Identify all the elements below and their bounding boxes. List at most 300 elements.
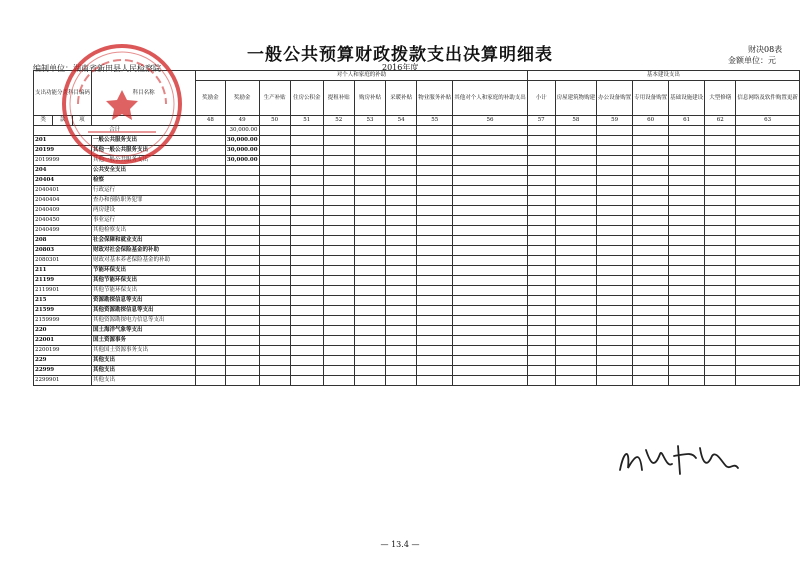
row-value (736, 336, 800, 346)
row-value (417, 146, 453, 156)
total-value (386, 126, 417, 136)
row-value (290, 196, 323, 206)
row-value (597, 306, 633, 316)
row-value (417, 316, 453, 326)
row-value (527, 296, 555, 306)
row-value (323, 176, 354, 186)
row-value (417, 296, 453, 306)
line-number: 48 (196, 116, 226, 126)
column-header: 物业服务补贴 (417, 81, 453, 116)
row-value (736, 216, 800, 226)
table-row (34, 206, 800, 216)
row-value (196, 166, 226, 176)
row-value (290, 376, 323, 386)
row-value (597, 336, 633, 346)
row-value (323, 296, 354, 306)
row-value (417, 326, 453, 336)
row-value (597, 296, 633, 306)
row-code: 22001 (34, 336, 92, 346)
row-value (386, 256, 417, 266)
line-number: 58 (555, 116, 597, 126)
table-row (34, 326, 800, 336)
row-value (453, 166, 528, 176)
row-value (386, 326, 417, 336)
table-row (34, 246, 800, 256)
row-value (633, 196, 669, 206)
row-value (386, 266, 417, 276)
row-value (290, 156, 323, 166)
column-header: 购房补贴 (354, 81, 385, 116)
row-value (259, 246, 290, 256)
row-value (196, 336, 226, 346)
row-value (597, 156, 633, 166)
row-value (597, 316, 633, 326)
row-value (669, 326, 705, 336)
row-value (323, 366, 354, 376)
row-value (196, 256, 226, 266)
row-value (453, 266, 528, 276)
row-value (259, 336, 290, 346)
row-value (323, 316, 354, 326)
row-value (196, 146, 226, 156)
row-value (705, 286, 736, 296)
row-value (196, 326, 226, 336)
row-value (669, 376, 705, 386)
row-value (386, 376, 417, 386)
row-value (736, 306, 800, 316)
row-code: 2159999 (34, 316, 92, 326)
line-number: 60 (633, 116, 669, 126)
row-value (323, 326, 354, 336)
total-value (705, 126, 736, 136)
row-value (196, 176, 226, 186)
row-value (597, 326, 633, 336)
row-value (354, 376, 385, 386)
row-value (527, 196, 555, 206)
row-value (705, 266, 736, 276)
row-value (453, 246, 528, 256)
row-value (669, 306, 705, 316)
row-value (453, 206, 528, 216)
row-value (225, 326, 259, 336)
page-number: — 13.4 — (380, 540, 420, 549)
table-row (34, 176, 800, 186)
table-row (34, 296, 800, 306)
row-value (527, 226, 555, 236)
row-value (386, 276, 417, 286)
row-value (196, 356, 226, 366)
table-row (34, 256, 800, 266)
total-value (633, 126, 669, 136)
total-value (669, 126, 705, 136)
line-number: 50 (259, 116, 290, 126)
row-value (225, 266, 259, 276)
row-value (705, 316, 736, 326)
row-value (633, 316, 669, 326)
row-value (555, 286, 597, 296)
total-value (196, 126, 226, 136)
row-value (736, 256, 800, 266)
row-value (736, 276, 800, 286)
row-name: 财政对基本养老保险基金的补助 (92, 256, 196, 266)
row-value (669, 316, 705, 326)
row-code: 20404 (34, 176, 92, 186)
row-value (669, 256, 705, 266)
row-value (527, 236, 555, 246)
row-value (323, 146, 354, 156)
row-value (196, 236, 226, 246)
row-value (527, 216, 555, 226)
row-value (196, 246, 226, 256)
row-value (453, 146, 528, 156)
row-value (453, 216, 528, 226)
code-sub-header: 类 (34, 116, 53, 126)
row-value (386, 216, 417, 226)
row-value (705, 206, 736, 216)
row-value (555, 326, 597, 336)
row-code: 2080301 (34, 256, 92, 266)
row-value (736, 296, 800, 306)
row-code: 204 (34, 166, 92, 176)
row-value (290, 336, 323, 346)
row-value (705, 336, 736, 346)
total-value: 30,000.00 (225, 126, 259, 136)
row-value (527, 166, 555, 176)
row-value (290, 346, 323, 356)
row-value (705, 226, 736, 236)
row-code: 2040499 (34, 226, 92, 236)
row-value (633, 156, 669, 166)
row-value (633, 336, 669, 346)
row-value (597, 176, 633, 186)
row-value (323, 216, 354, 226)
row-value (633, 346, 669, 356)
total-value (555, 126, 597, 136)
row-value (225, 226, 259, 236)
row-value (633, 226, 669, 236)
row-value (527, 266, 555, 276)
row-value (290, 316, 323, 326)
row-value (597, 216, 633, 226)
row-value (705, 376, 736, 386)
report-title: 一般公共预算财政拨款支出决算明细表 (247, 45, 553, 65)
row-value (323, 256, 354, 266)
column-header: 住房公积金 (290, 81, 323, 116)
row-value (225, 206, 259, 216)
row-name: 其他国土资源事务支出 (92, 346, 196, 356)
row-code: 2040401 (34, 186, 92, 196)
row-value (453, 156, 528, 166)
row-value (290, 136, 323, 146)
row-value (259, 276, 290, 286)
line-number: 53 (354, 116, 385, 126)
row-code: 201 (34, 136, 92, 146)
row-code: 229 (34, 356, 92, 366)
row-value (633, 376, 669, 386)
row-value (633, 216, 669, 226)
row-value (225, 276, 259, 286)
row-value (597, 226, 633, 236)
row-value (225, 196, 259, 206)
line-number: 63 (736, 116, 800, 126)
row-value (323, 226, 354, 236)
row-value (633, 326, 669, 336)
row-value (453, 336, 528, 346)
total-value (597, 126, 633, 136)
row-value (669, 176, 705, 186)
table-row (34, 366, 800, 376)
name-header: 科目名称 (92, 71, 196, 116)
row-value (705, 256, 736, 266)
row-value (323, 206, 354, 216)
row-value (259, 356, 290, 366)
row-value (736, 226, 800, 236)
column-header: 奖励金 (196, 81, 226, 116)
row-value (555, 236, 597, 246)
row-value (225, 236, 259, 246)
row-value (555, 306, 597, 316)
row-value (669, 286, 705, 296)
row-value (196, 136, 226, 146)
row-value (290, 356, 323, 366)
row-value (323, 306, 354, 316)
row-value (417, 336, 453, 346)
row-value (290, 206, 323, 216)
row-value (555, 246, 597, 256)
row-value (527, 346, 555, 356)
row-code: 2040404 (34, 196, 92, 206)
group-capital-header: 基本建设支出 (527, 71, 799, 81)
row-value (527, 366, 555, 376)
row-name: 公共安全支出 (92, 166, 196, 176)
row-value (736, 236, 800, 246)
row-value (417, 176, 453, 186)
row-value (259, 376, 290, 386)
row-value (705, 276, 736, 286)
form-number: 财决08表 (748, 45, 783, 54)
row-value: 30,000.00 (225, 146, 259, 156)
row-value (386, 226, 417, 236)
row-value (290, 326, 323, 336)
row-value (259, 296, 290, 306)
row-value (354, 306, 385, 316)
row-value (354, 176, 385, 186)
row-value (736, 316, 800, 326)
row-value (453, 276, 528, 286)
row-value (386, 366, 417, 376)
row-code: 21599 (34, 306, 92, 316)
row-value (196, 376, 226, 386)
group-personal-header: 对个人和家庭的补助 (196, 71, 528, 81)
row-value (736, 246, 800, 256)
row-value (417, 286, 453, 296)
row-value (669, 216, 705, 226)
row-value (386, 146, 417, 156)
column-header: 提租补贴 (323, 81, 354, 116)
row-value (736, 286, 800, 296)
row-value (453, 296, 528, 306)
row-value (290, 366, 323, 376)
row-value (417, 156, 453, 166)
total-value (354, 126, 385, 136)
row-value (386, 336, 417, 346)
row-value (354, 246, 385, 256)
row-value (736, 196, 800, 206)
line-number: 62 (705, 116, 736, 126)
row-value (555, 176, 597, 186)
row-value (417, 256, 453, 266)
row-value (225, 166, 259, 176)
row-value (736, 186, 800, 196)
row-code: 2200199 (34, 346, 92, 356)
row-value (633, 176, 669, 186)
row-value (323, 136, 354, 146)
row-value (290, 306, 323, 316)
row-value (196, 366, 226, 376)
row-value (597, 276, 633, 286)
row-value (354, 146, 385, 156)
row-value (259, 146, 290, 156)
row-value (290, 146, 323, 156)
row-value (323, 156, 354, 166)
row-value (290, 176, 323, 186)
row-value (323, 246, 354, 256)
row-value (386, 346, 417, 356)
row-value (225, 356, 259, 366)
row-value (555, 276, 597, 286)
row-value (386, 136, 417, 146)
row-value (633, 166, 669, 176)
row-value (555, 266, 597, 276)
row-value (386, 246, 417, 256)
row-value (259, 206, 290, 216)
row-value (453, 316, 528, 326)
row-value (259, 346, 290, 356)
row-value: 30,000.00 (225, 136, 259, 146)
row-value (354, 266, 385, 276)
row-value (453, 346, 528, 356)
row-value (290, 296, 323, 306)
row-value (736, 136, 800, 146)
row-value (705, 236, 736, 246)
row-value (323, 336, 354, 346)
row-value (736, 176, 800, 186)
row-value (705, 196, 736, 206)
row-value (290, 266, 323, 276)
row-value (705, 166, 736, 176)
table-row (34, 376, 800, 386)
row-code: 220 (34, 326, 92, 336)
row-value (555, 336, 597, 346)
row-name: 社会保障和就业支出 (92, 236, 196, 246)
row-name: 节能环保支出 (92, 266, 196, 276)
row-value (597, 146, 633, 156)
row-value (354, 186, 385, 196)
line-number: 59 (597, 116, 633, 126)
row-code: 2040409 (34, 206, 92, 216)
row-value (417, 196, 453, 206)
row-value (225, 306, 259, 316)
row-value (417, 166, 453, 176)
row-value (669, 276, 705, 286)
table-row (34, 266, 800, 276)
row-value (527, 146, 555, 156)
row-value (259, 176, 290, 186)
row-value (354, 316, 385, 326)
row-value (386, 206, 417, 216)
row-name: 其他一般公共服务支出 (92, 146, 196, 156)
code-sub-header: 款 (53, 116, 72, 126)
row-value (527, 286, 555, 296)
row-value (259, 366, 290, 376)
row-value (453, 256, 528, 266)
row-value (354, 196, 385, 206)
signature-icon (616, 440, 746, 480)
row-value (633, 246, 669, 256)
code-header: 支出功能分类科目编码 (34, 71, 92, 116)
row-value (555, 186, 597, 196)
row-value (453, 326, 528, 336)
line-number: 49 (225, 116, 259, 126)
table-row (34, 286, 800, 296)
row-value (736, 366, 800, 376)
total-value (453, 126, 528, 136)
row-value (259, 286, 290, 296)
row-value (225, 216, 259, 226)
row-value (453, 306, 528, 316)
code-sub-header: 项 (72, 116, 91, 126)
row-value (323, 186, 354, 196)
row-value (669, 226, 705, 236)
row-value (597, 236, 633, 246)
row-value (527, 136, 555, 146)
row-value (417, 346, 453, 356)
row-name: 查办和预防职务犯罪 (92, 196, 196, 206)
row-value (290, 276, 323, 286)
row-value (736, 146, 800, 156)
row-value (669, 246, 705, 256)
row-value (225, 346, 259, 356)
row-value (555, 366, 597, 376)
row-value (736, 376, 800, 386)
row-value (196, 186, 226, 196)
row-value (527, 186, 555, 196)
row-value (633, 266, 669, 276)
line-number: 51 (290, 116, 323, 126)
row-code: 20803 (34, 246, 92, 256)
row-value (597, 186, 633, 196)
column-header: 专用设备购置 (633, 81, 669, 116)
row-value (736, 326, 800, 336)
row-value (196, 206, 226, 216)
row-name: 其他支出 (92, 376, 196, 386)
row-value (354, 286, 385, 296)
row-name: 行政运行 (92, 186, 196, 196)
row-value (555, 346, 597, 356)
row-value (669, 356, 705, 366)
column-header: 办公设备购置 (597, 81, 633, 116)
row-value (453, 356, 528, 366)
row-value (669, 166, 705, 176)
row-value (386, 306, 417, 316)
row-value (736, 356, 800, 366)
row-value (259, 236, 290, 246)
table-row (34, 336, 800, 346)
row-value (386, 286, 417, 296)
row-value (453, 136, 528, 146)
row-value (196, 196, 226, 206)
row-value (323, 376, 354, 386)
